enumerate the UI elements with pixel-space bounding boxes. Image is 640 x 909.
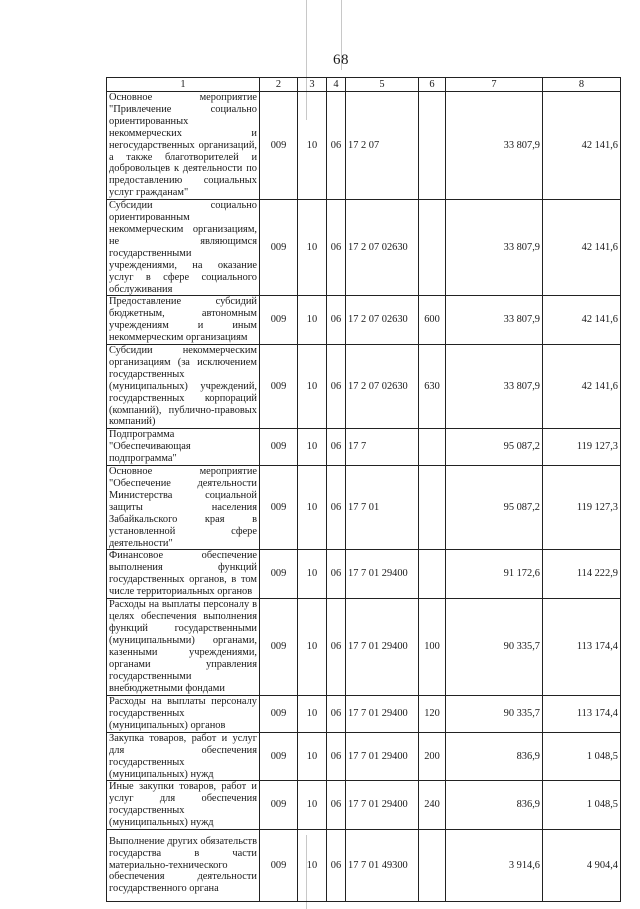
cell-subsection: 06 [327,830,346,902]
cell-target-article: 17 7 01 29400 [346,781,419,830]
cell-expense-type: 200 [419,732,446,781]
table-row [107,732,621,781]
budget-table [106,77,621,902]
row-name: Подпрограмма "Обеспечивающая подпрограмма" [107,429,260,466]
table-row [107,696,621,733]
row-name: Расходы на выплаты персоналу государственных (муниципальных) органов [107,696,260,733]
cell-subsection: 06 [327,599,346,696]
column-header: 6 [419,78,446,92]
cell-amount-1: 33 807,9 [446,200,543,296]
cell-code: 009 [260,92,298,200]
cell-amount-1: 836,9 [446,732,543,781]
cell-target-article: 17 2 07 02630 [346,296,419,345]
cell-amount-1: 3 914,6 [446,830,543,902]
cell-target-article: 17 7 01 29400 [346,599,419,696]
row-name: Основное мероприятие "Обеспечение деятельности Министерства социальной защиты населения Забайкальского края в установленной сфере деятельности" [107,466,260,550]
column-header: 3 [298,78,327,92]
cell-subsection: 06 [327,466,346,550]
column-header: 8 [543,78,621,92]
cell-target-article: 17 7 01 29400 [346,732,419,781]
cell-expense-type [419,200,446,296]
cell-amount-2: 1 048,5 [543,781,621,830]
table-row [107,200,621,296]
cell-section: 10 [298,599,327,696]
cell-amount-2: 1 048,5 [543,732,621,781]
cell-expense-type: 100 [419,599,446,696]
cell-amount-1: 95 087,2 [446,429,543,466]
cell-amount-2: 42 141,6 [543,92,621,200]
page-number: 68 [333,52,349,68]
cell-target-article: 17 2 07 02630 [346,200,419,296]
cell-target-article: 17 7 01 49300 [346,830,419,902]
cell-subsection: 06 [327,429,346,466]
cell-code: 009 [260,830,298,902]
column-header: 4 [327,78,346,92]
column-header: 5 [346,78,419,92]
cell-subsection: 06 [327,200,346,296]
row-name: Субсидии некоммерческим организациям (за исключением государственных (муниципальных) учреждений, государственных корпораций (компаний), публично-правовых компаний) [107,345,260,429]
cell-amount-2: 42 141,6 [543,200,621,296]
cell-subsection: 06 [327,550,346,599]
row-name: Выполнение других обязательств государства в части материально-технического обеспечения деятельности государственного органа [107,830,260,902]
cell-section: 10 [298,92,327,200]
cell-amount-2: 113 174,4 [543,696,621,733]
cell-section: 10 [298,466,327,550]
cell-expense-type [419,92,446,200]
cell-expense-type: 630 [419,345,446,429]
cell-target-article: 17 7 01 29400 [346,550,419,599]
row-name: Основное мероприятие "Привлечение социально ориентированных некоммерческих и негосударственных организаций, а также благотворителей и добровольцев к деятельности по предоставлению социальных услуг гражданам" [107,92,260,200]
cell-amount-2: 119 127,3 [543,429,621,466]
cell-target-article: 17 7 [346,429,419,466]
row-name: Закупка товаров, работ и услуг для обеспечения государственных (муниципальных) нужд [107,732,260,781]
cell-code: 009 [260,466,298,550]
cell-amount-1: 95 087,2 [446,466,543,550]
cell-code: 009 [260,200,298,296]
cell-expense-type [419,550,446,599]
cell-subsection: 06 [327,732,346,781]
table-row [107,466,621,550]
cell-expense-type [419,466,446,550]
cell-expense-type [419,830,446,902]
cell-amount-1: 91 172,6 [446,550,543,599]
cell-subsection: 06 [327,296,346,345]
cell-amount-2: 113 174,4 [543,599,621,696]
cell-target-article: 17 7 01 29400 [346,696,419,733]
cell-amount-1: 90 335,7 [446,599,543,696]
row-name: Расходы на выплаты персоналу в целях обеспечения выполнения функций государственными (муниципальными) органами, казенными учреждениями, органами управления государственными внебюджетными фондами [107,599,260,696]
table-row [107,92,621,200]
cell-section: 10 [298,429,327,466]
cell-target-article: 17 7 01 [346,466,419,550]
cell-expense-type: 240 [419,781,446,830]
cell-subsection: 06 [327,92,346,200]
cell-amount-1: 33 807,9 [446,92,543,200]
cell-amount-2: 119 127,3 [543,466,621,550]
cell-subsection: 06 [327,696,346,733]
cell-section: 10 [298,696,327,733]
cell-section: 10 [298,830,327,902]
column-header: 7 [446,78,543,92]
table-row [107,781,621,830]
row-name: Субсидии социально ориентированным некоммерческим организациям, не являющимся государственными учреждениями, на оказание услуг в сфере социального обслуживания [107,200,260,296]
cell-amount-2: 114 222,9 [543,550,621,599]
cell-amount-2: 42 141,6 [543,296,621,345]
cell-amount-2: 42 141,6 [543,345,621,429]
cell-code: 009 [260,599,298,696]
cell-section: 10 [298,200,327,296]
cell-amount-1: 90 335,7 [446,696,543,733]
header-row [107,78,621,92]
cell-expense-type: 600 [419,296,446,345]
row-name: Иные закупки товаров, работ и услуг для обеспечения государственных (муниципальных) нужд [107,781,260,830]
cell-subsection: 06 [327,781,346,830]
cell-section: 10 [298,296,327,345]
cell-code: 009 [260,781,298,830]
cell-section: 10 [298,345,327,429]
cell-amount-2: 4 904,4 [543,830,621,902]
cell-code: 009 [260,550,298,599]
row-name: Финансовое обеспечение выполнения функций государственных органов, в том числе территориальных органов [107,550,260,599]
cell-subsection: 06 [327,345,346,429]
column-header: 1 [107,78,260,92]
cell-code: 009 [260,296,298,345]
cell-amount-1: 33 807,9 [446,345,543,429]
table-row [107,599,621,696]
cell-expense-type: 120 [419,696,446,733]
table-row [107,830,621,902]
cell-code: 009 [260,429,298,466]
cell-code: 009 [260,732,298,781]
cell-section: 10 [298,550,327,599]
cell-amount-1: 836,9 [446,781,543,830]
cell-section: 10 [298,781,327,830]
table-row [107,296,621,345]
cell-section: 10 [298,732,327,781]
cell-code: 009 [260,696,298,733]
table-row [107,345,621,429]
cell-target-article: 17 2 07 [346,92,419,200]
column-header: 2 [260,78,298,92]
table-row [107,550,621,599]
cell-target-article: 17 2 07 02630 [346,345,419,429]
table-row [107,429,621,466]
cell-code: 009 [260,345,298,429]
cell-expense-type [419,429,446,466]
row-name: Предоставление субсидий бюджетным, автономным учреждениям и иным некоммерческим организациям [107,296,260,345]
cell-amount-1: 33 807,9 [446,296,543,345]
